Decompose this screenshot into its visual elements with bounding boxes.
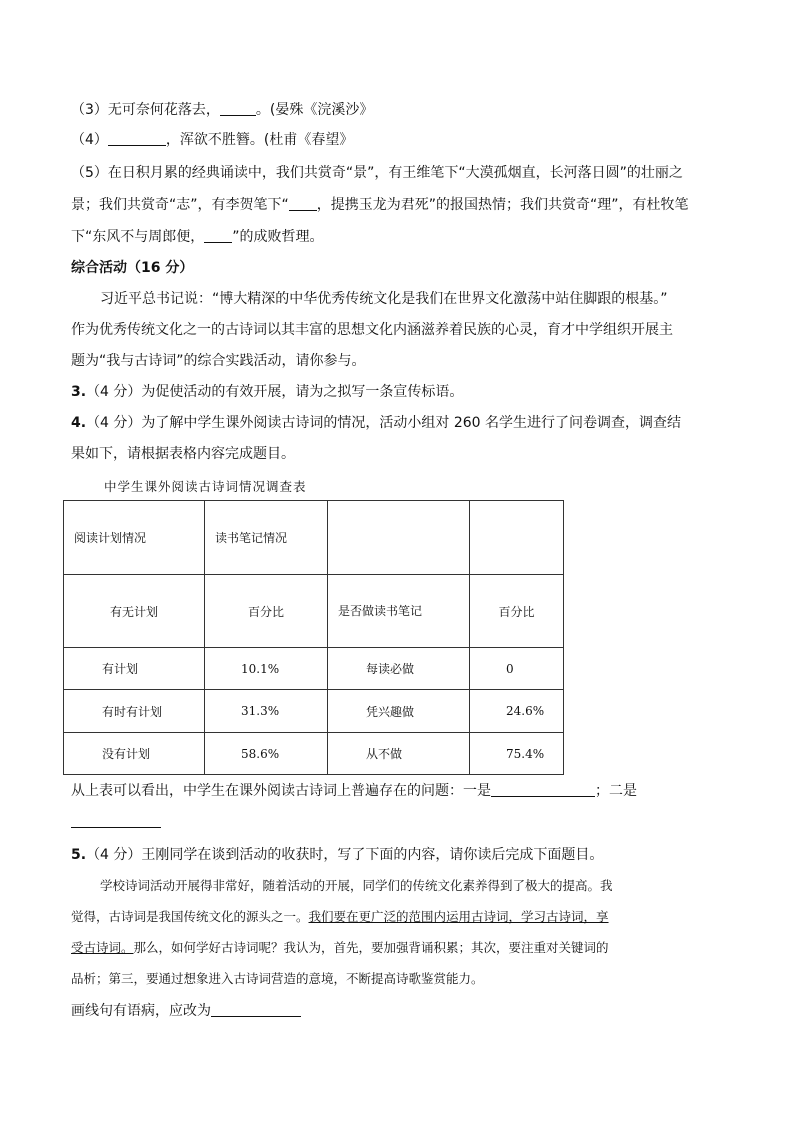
question-4-line1: 4.（4 分）为了解中学生课外阅读古诗词的情况，活动小组对 260 名学生进行了问卷调查，调查结 [71, 415, 682, 431]
table-cell: 从不做 [328, 733, 470, 775]
table-cell: 0 [470, 648, 564, 690]
underlined-sentence: 受古诗词。 [71, 940, 134, 955]
fill-blank[interactable] [204, 228, 232, 243]
table-header-cell: 阅读计划情况 [64, 501, 205, 575]
q4-answer-line2 [71, 812, 161, 832]
table-header-cell: 读书笔记情况 [205, 501, 328, 575]
table-cell: 凭兴趣做 [328, 690, 470, 733]
fill-blank[interactable] [220, 101, 256, 116]
intro-line3: 题为“我与古诗词”的综合实践活动，请你参与。 [71, 353, 366, 369]
intro-line2: 作为优秀传统文化之一的古诗词以其丰富的思想文化内涵滋养着民族的心灵，育才中学组织开展主 [71, 322, 673, 338]
table-header-cell: 是否做读书笔记 [328, 575, 470, 648]
answer-blank[interactable] [71, 813, 161, 828]
poem-q5-line3: 下“东风不与周郎便， ”的成败哲理。 [71, 229, 324, 245]
table-header-cell: 百分比 [205, 575, 328, 648]
table-cell: 75.4% [470, 733, 564, 775]
table-row [64, 690, 564, 733]
table-header-cell [328, 501, 470, 575]
table-header-row-2 [64, 575, 564, 648]
fill-blank[interactable] [289, 196, 317, 211]
fill-blank[interactable] [108, 131, 166, 146]
table-cell: 有计划 [64, 648, 205, 690]
table-row [64, 733, 564, 775]
survey-table [63, 500, 564, 775]
poem-q4: （4） ，浑欲不胜簪。(杜甫《春望》 [71, 132, 354, 148]
question-4-line2: 果如下，请根据表格内容完成题目。 [71, 446, 295, 462]
table-cell: 没有计划 [64, 733, 205, 775]
passage-line2: 觉得，古诗词是我国传统文化的源头之一。我们要在更广泛的范围内运用古诗词，学习古诗词，享 [71, 909, 609, 924]
table-cell: 每读必做 [328, 648, 470, 690]
table-cell: 有时有计划 [64, 690, 205, 733]
passage-line3: 受古诗词。那么，如何学好古诗词呢？我认为，首先，要加强背诵积累；其次，要注重对关键词的 [71, 940, 609, 955]
table-header-cell: 有无计划 [64, 575, 205, 648]
table-cell: 58.6% [205, 733, 328, 775]
table-header-cell [470, 501, 564, 575]
question-3: 3.（4 分）为促使活动的有效开展，请为之拟写一条宣传标语。 [71, 384, 464, 400]
poem-q5-line1: （5）在日积月累的经典诵读中，我们共赏奇“景”，有王维笔下“大漠孤烟直，长河落日圆”的壮丽之 [71, 165, 683, 181]
table-cell: 10.1% [205, 648, 328, 690]
poem-q3: （3）无可奈何花落去， 。(晏殊《浣溪沙》 [71, 102, 374, 118]
survey-table-title: 中学生课外阅读古诗词情况调查表 [104, 479, 307, 494]
passage-line1: 学校诗词活动开展得非常好，随着活动的开展，同学们的传统文化素养得到了极大的提高。我 [100, 878, 613, 893]
passage-line4: 品析；第三，要通过想象进入古诗词营造的意境，不断提高诗歌鉴赏能力。 [71, 971, 484, 986]
answer-blank[interactable] [211, 1002, 301, 1017]
poem-q5-line2: 景；我们共赏奇“志”，有李贺笔下“ ，提携玉龙为君死”的报国热情；我们共赏奇“理”，有杜牧笔 [71, 197, 689, 213]
answer-blank[interactable] [491, 782, 595, 797]
table-cell: 31.3% [205, 690, 328, 733]
q4-answer-line: 从上表可以看出，中学生在课外阅读古诗词上普遍存在的问题：一是 ；二是 [71, 783, 637, 799]
table-row [64, 648, 564, 690]
underlined-sentence: 我们要在更广泛的范围内运用古诗词，学习古诗词，享 [308, 909, 609, 924]
section-title: 综合活动（16 分） [71, 260, 194, 276]
intro-line1: 习近平总书记说：“博大精深的中华优秀传统文化是我们在世界文化激荡中站住脚跟的根基。” [100, 291, 668, 307]
question-5: 5.（4 分）王刚同学在谈到活动的收获时，写了下面的内容，请你读后完成下面题目。 [71, 847, 604, 863]
table-header-cell: 百分比 [470, 575, 564, 648]
table-cell: 24.6% [470, 690, 564, 733]
final-prompt: 画线句有语病，应改为 [71, 1001, 301, 1021]
table-header-row-1 [64, 501, 564, 575]
